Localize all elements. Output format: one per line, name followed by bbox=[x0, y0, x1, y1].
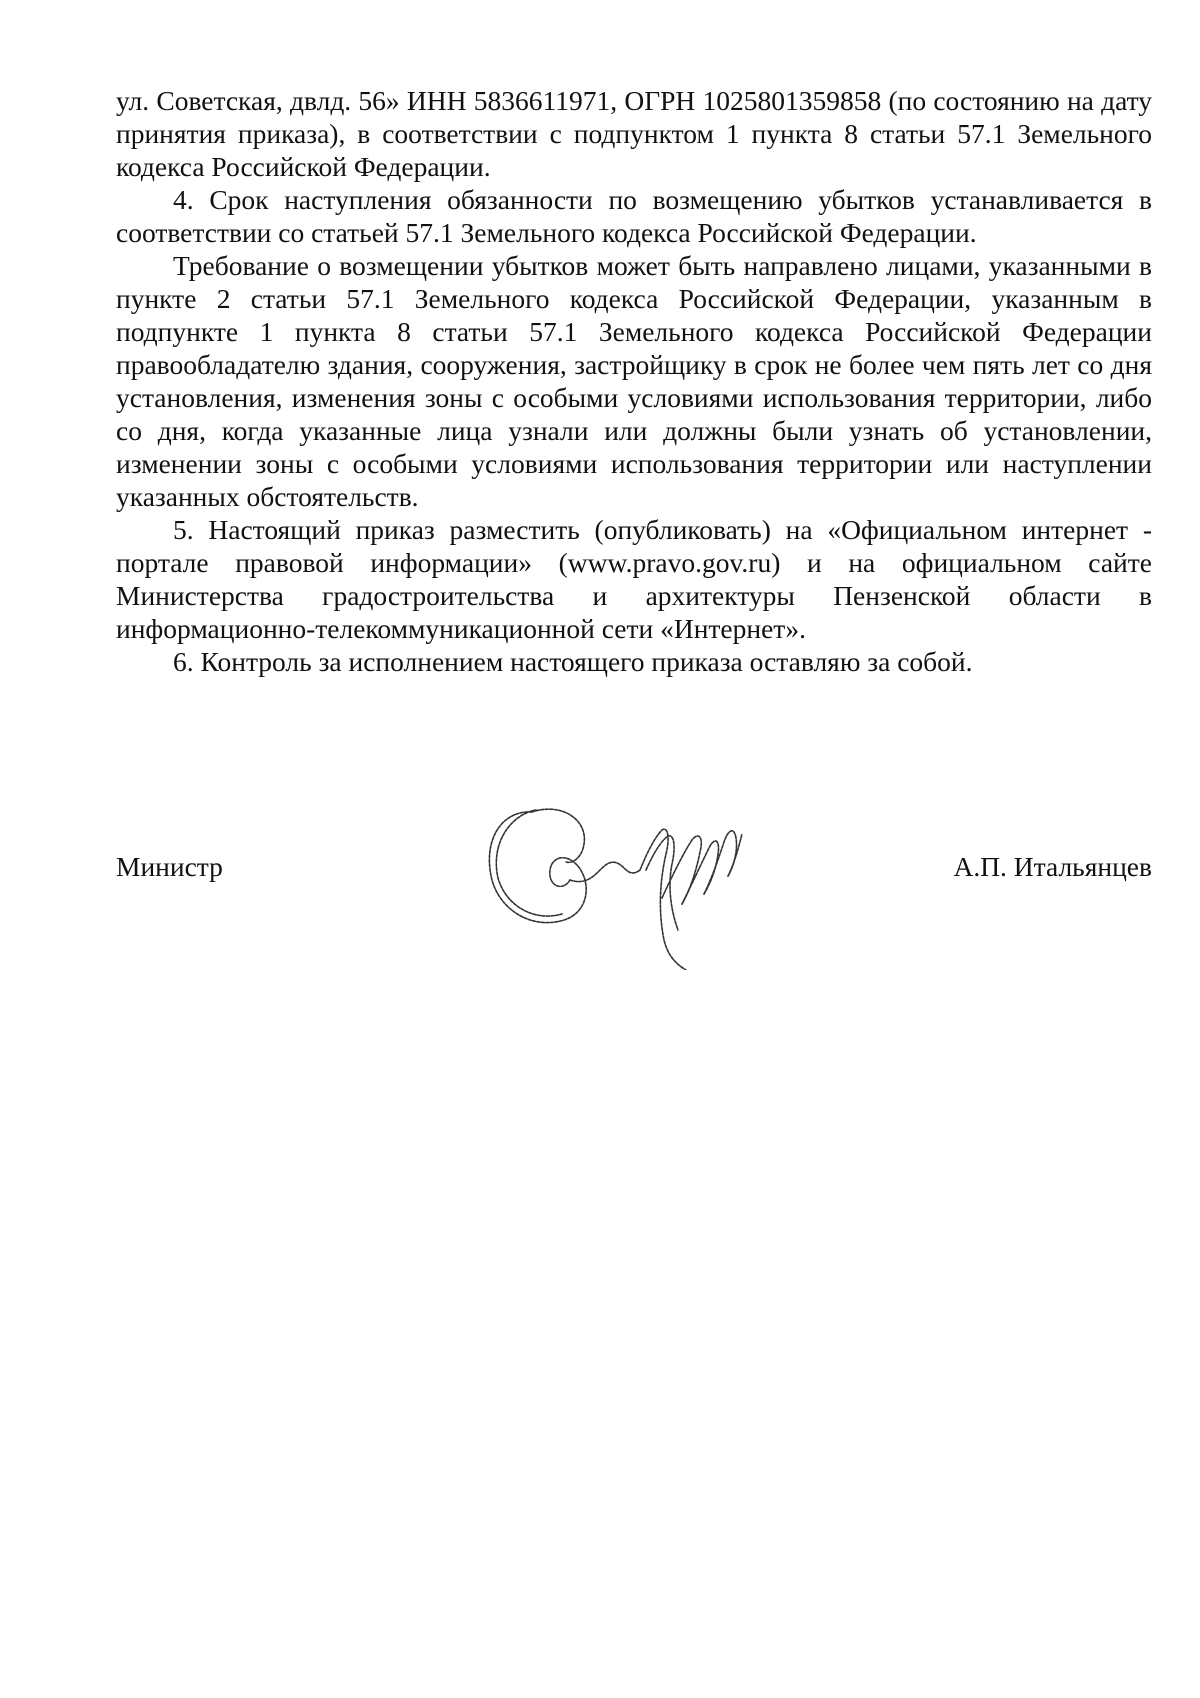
signature-block bbox=[116, 780, 1152, 980]
paragraph-item-6: 6. Контроль за исполнением настоящего приказа оставляю за собой. bbox=[173, 646, 973, 677]
paragraph-item-5: 5. Настоящий приказ разместить (опубликовать) на «Официальном интернет - портале правовой информации» (www.pravo.gov.ru) и на официальном сайте Министерства градостроительства и архитектуры Пензенской области в информационно-телекоммуникационной сети «Интернет». bbox=[116, 514, 1152, 644]
signatory-name: А.П. Итальянцев bbox=[953, 851, 1152, 882]
paragraph-continuation: ул. Советская, двлд. 56» ИНН 5836611971, ОГРН 1025801359858 (по состоянию на дату принятия приказа), в соответствии с подпунктом 1 пункта 8 статьи 57.1 Земельного кодекса Российской Федерации. bbox=[116, 85, 1152, 182]
signatory-title: Министр bbox=[116, 851, 223, 882]
document-body bbox=[116, 84, 1152, 678]
handwritten-signature-icon bbox=[472, 780, 752, 970]
paragraph-requirement: Требование о возмещении убытков может быть направлено лицами, указанными в пункте 2 статьи 57.1 Земельного кодекса Российской Федерации, указанным в подпункте 1 пункта 8 статьи 57.1 Земельного кодекса Российской Федерации правообладателю здания, сооружения, застройщику в срок не более чем пять лет со дня установления, изменения зоны с особыми условиями использования территории, либо со дня, когда указанные лица узнали или должны были узнать об установлении, изменении зоны с особыми условиями использования территории или наступлении указанных обстоятельств. bbox=[116, 250, 1152, 512]
paragraph-item-4: 4. Срок наступления обязанности по возмещению убытков устанавливается в соответствии со статьей 57.1 Земельного кодекса Российской Федерации. bbox=[116, 184, 1152, 248]
